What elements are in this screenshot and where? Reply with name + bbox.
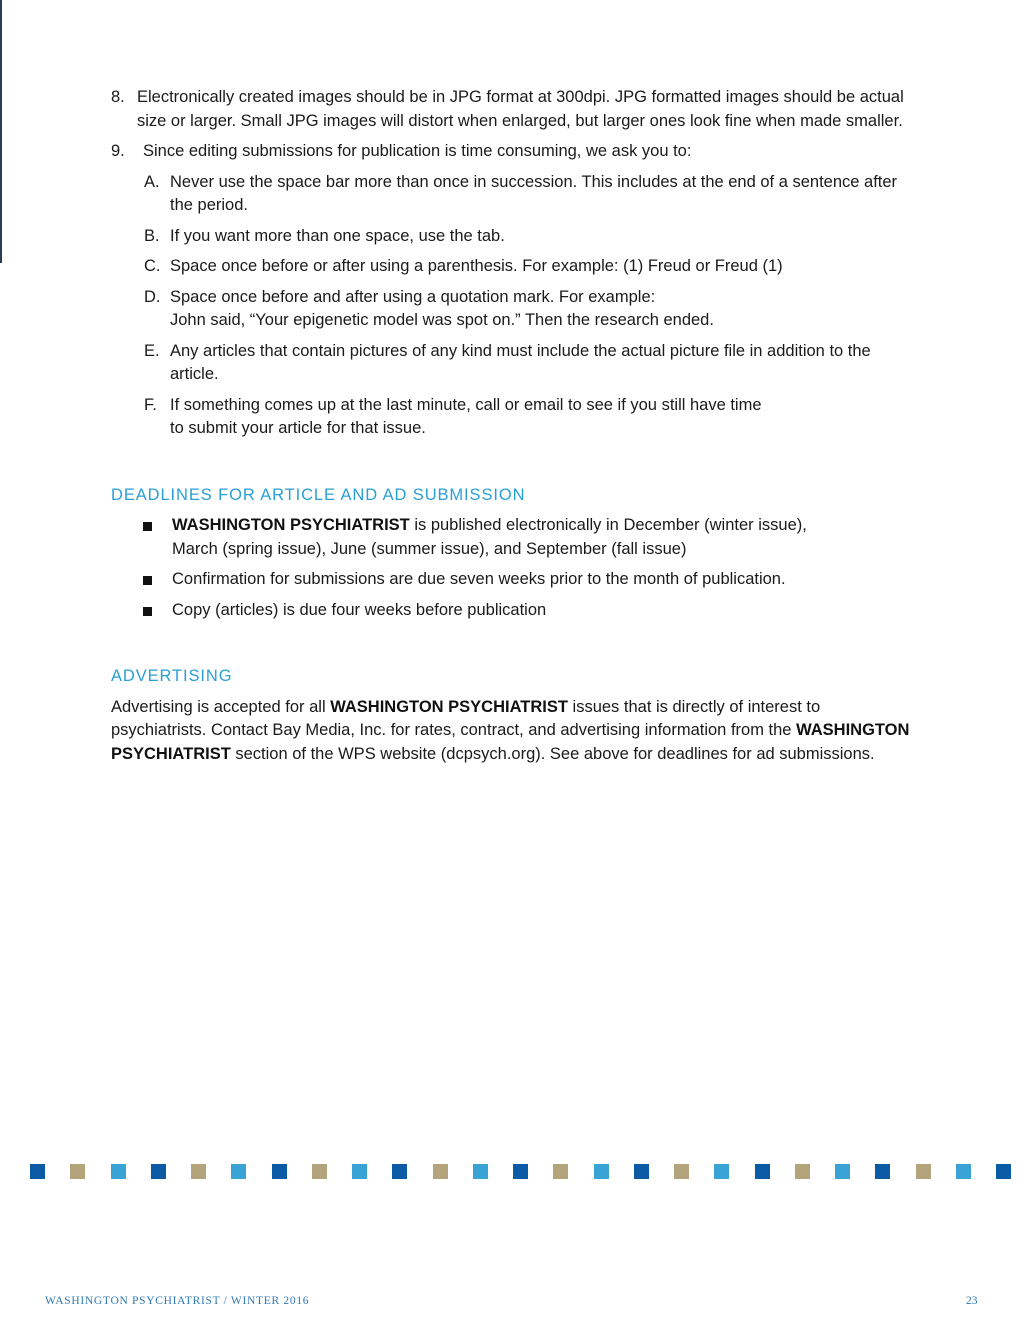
decorative-square bbox=[30, 1164, 45, 1179]
bullet-text: Confirmation for submissions are due seven weeks prior to the month of publication. bbox=[172, 570, 786, 588]
decorative-square bbox=[312, 1164, 327, 1179]
left-edge-rule bbox=[0, 0, 2, 263]
decorative-square bbox=[191, 1164, 206, 1179]
decorative-square bbox=[835, 1164, 850, 1179]
decorative-square bbox=[714, 1164, 729, 1179]
sub-item-letter: A. bbox=[144, 172, 160, 191]
advertising-text-1: Advertising is accepted for all bbox=[111, 697, 331, 716]
sub-list bbox=[144, 171, 911, 441]
deadlines-heading: DEADLINES FOR ARTICLE AND AD SUBMISSION bbox=[111, 485, 526, 504]
bullet-text-line2: March (spring issue), June (summer issue), and September (fall issue) bbox=[172, 539, 687, 558]
sub-item-b bbox=[144, 225, 911, 249]
advertising-text-2: issues that is directly of interest to psychiatrists. Contact Bay Media, Inc. for rates, contract, and advertising information from the bbox=[111, 697, 821, 739]
decorative-square bbox=[392, 1164, 407, 1179]
square-bullet-icon bbox=[143, 522, 152, 531]
item-text: Electronically created images should be in JPG format at 300dpi. JPG formatted images should be actual size or larger. Small JPG images will distort when enlarged, but larger ones look fine when made smaller. bbox=[137, 88, 904, 130]
item-number: 9. bbox=[111, 142, 125, 160]
deadline-bullet-2 bbox=[142, 568, 911, 592]
sub-item-c bbox=[144, 255, 911, 279]
decorative-square bbox=[473, 1164, 488, 1179]
list-item-9 bbox=[111, 140, 911, 164]
decorative-square bbox=[433, 1164, 448, 1179]
sub-item-text: Space once before and after using a quotation mark. For example: bbox=[170, 287, 656, 306]
decorative-square bbox=[755, 1164, 770, 1179]
bullet-text: Copy (articles) is due four weeks before publication bbox=[172, 600, 547, 619]
publication-name: WASHINGTON PSYCHIATRIST bbox=[330, 697, 568, 716]
sub-item-letter: F. bbox=[144, 395, 157, 414]
decorative-square bbox=[956, 1164, 971, 1179]
deadline-bullet-3 bbox=[142, 599, 911, 623]
decorative-square bbox=[513, 1164, 528, 1179]
item-number: 8. bbox=[111, 88, 125, 106]
deadlines-list bbox=[142, 514, 911, 622]
decorative-square bbox=[795, 1164, 810, 1179]
footer-publication: WASHINGTON PSYCHIATRIST / WINTER 2016 bbox=[45, 1295, 310, 1307]
decorative-square bbox=[70, 1164, 85, 1179]
decorative-square bbox=[996, 1164, 1011, 1179]
sub-item-d bbox=[144, 286, 911, 333]
decorative-square bbox=[674, 1164, 689, 1179]
decorative-square-row bbox=[0, 1164, 1024, 1180]
sub-item-text: Any articles that contain pictures of any kind must include the actual picture file in addition to the article. bbox=[170, 341, 871, 383]
decorative-square bbox=[916, 1164, 931, 1179]
square-bullet-icon bbox=[143, 607, 152, 616]
advertising-text-3: section of the WPS website (dcpsych.org). See above for deadlines for ad submissions. bbox=[230, 744, 875, 763]
decorative-square bbox=[111, 1164, 126, 1179]
publication-name: WASHINGTON PSYCHIATRIST bbox=[111, 721, 910, 763]
sub-item-letter: D. bbox=[144, 287, 161, 306]
decorative-square bbox=[553, 1164, 568, 1179]
sub-item-text: Never use the space bar more than once in succession. This includes at the end of a sentence after the period. bbox=[170, 172, 898, 214]
item-text: Since editing submissions for publication is time consuming, we ask you to: bbox=[143, 142, 692, 160]
sub-item-e bbox=[144, 340, 911, 387]
decorative-square bbox=[272, 1164, 287, 1179]
decorative-square bbox=[151, 1164, 166, 1179]
sub-item-letter: B. bbox=[144, 226, 160, 245]
square-bullet-icon bbox=[143, 576, 152, 585]
bullet-text: is published electronically in December (winter issue), bbox=[409, 516, 807, 534]
sub-item-a bbox=[144, 171, 911, 218]
decorative-square bbox=[875, 1164, 890, 1179]
deadline-bullet-1 bbox=[142, 514, 911, 561]
decorative-square bbox=[634, 1164, 649, 1179]
sub-item-text-line2: to submit your article for that issue. bbox=[170, 419, 426, 437]
decorative-square bbox=[594, 1164, 609, 1179]
advertising-paragraph bbox=[111, 696, 911, 767]
list-item-8 bbox=[111, 86, 911, 133]
sub-item-text-line2: John said, “Your epigenetic model was spot on.” Then the research ended. bbox=[170, 311, 714, 329]
advertising-heading: ADVERTISING bbox=[111, 667, 233, 685]
page-content bbox=[111, 86, 911, 766]
sub-item-f bbox=[144, 394, 911, 441]
sub-item-text: Space once before or after using a parenthesis. For example: (1) Freud or Freud (1) bbox=[170, 257, 783, 275]
sub-item-text: If you want more than one space, use the tab. bbox=[170, 226, 505, 245]
decorative-square bbox=[231, 1164, 246, 1179]
sub-item-letter: C. bbox=[144, 257, 161, 275]
sub-item-text: If something comes up at the last minute, call or email to see if you still have time bbox=[170, 395, 762, 414]
page-number: 23 bbox=[966, 1295, 978, 1307]
publication-name: WASHINGTON PSYCHIATRIST bbox=[172, 516, 410, 534]
decorative-square bbox=[352, 1164, 367, 1179]
sub-item-letter: E. bbox=[144, 341, 160, 360]
